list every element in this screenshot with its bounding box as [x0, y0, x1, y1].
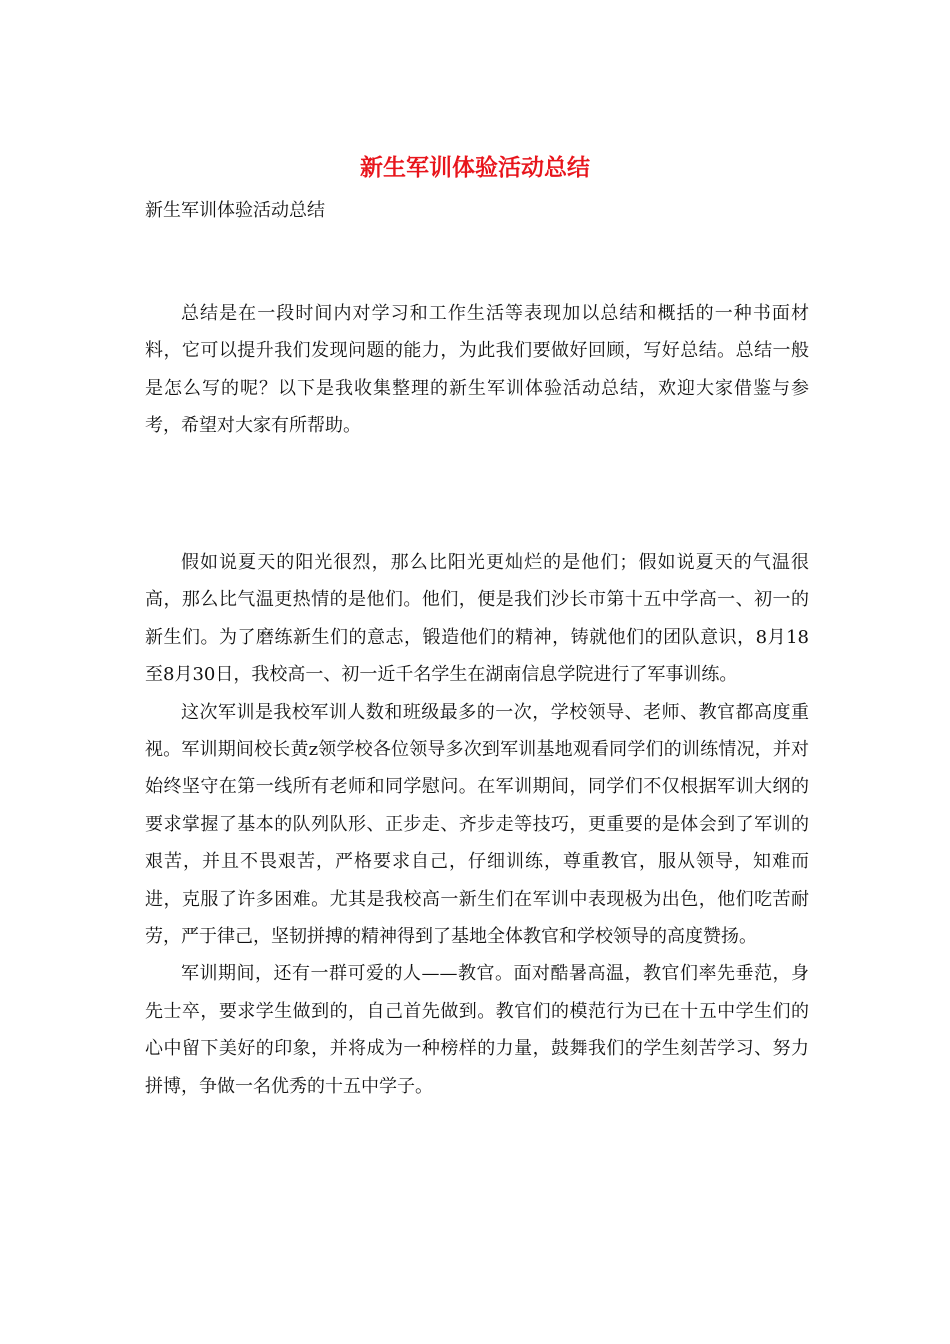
page-title: 新生军训体验活动总结 [360, 154, 590, 181]
body-paragraph-3: 军训期间，还有一群可爱的人——教官。面对酷暑高温，教官们率先垂范，身先士卒，要求学生做到的，自己首先做到。教官们的模范行为已在十五中学生们的心中留下美好的印象，并将成为一种榜样的力量，鼓舞我们的学生刻苦学习、努力拼博，争做一名优秀的十五中学子。 [145, 963, 809, 1097]
body-paragraph-1: 假如说夏天的阳光很烈，那么比阳光更灿烂的是他们；假如说夏天的气温很高，那么比气温更热情的是他们。他们，便是我们沙长市第十五中学高一、初一的新生们。为了磨练新生们的意志，锻造他们的精神，铸就他们的团队意识，8月18至8月30日，我校高一、初一近千名学生在湖南信息学院进行了军事训练。 [145, 552, 809, 686]
body-section [145, 544, 809, 1105]
document-subtitle: 新生军训体验活动总结 [145, 200, 325, 221]
intro-paragraph: 总结是在一段时间内对学习和工作生活等表现加以总结和概括的一种书面材料，它可以提升我们发现问题的能力，为此我们要做好回顾，写好总结。总结一般是怎么写的呢？以下是我收集整理的新生军训体验活动总结，欢迎大家借鉴与参考，希望对大家有所帮助。 [145, 303, 809, 437]
body-paragraph-2: 这次军训是我校军训人数和班级最多的一次，学校领导、老师、教官都高度重视。军训期间校长黄z领学校各位领导多次到军训基地观看同学们的训练情况，并对始终坚守在第一线所有老师和同学慰问。在军训期间，同学们不仅根据军训大纲的要求掌握了基本的队列队形、正步走、齐步走等技巧，更重要的是体会到了军训的艰苦，并且不畏艰苦，严格要求自己，仔细训练，尊重教官，服从领导，知难而进，克服了许多困难。尤其是我校高一新生们在军训中表现极为出色，他们吃苦耐劳，严于律己，坚韧拼搏的精神得到了基地全体教官和学校领导的高度赞扬。 [145, 701, 809, 948]
intro-section [145, 295, 809, 445]
